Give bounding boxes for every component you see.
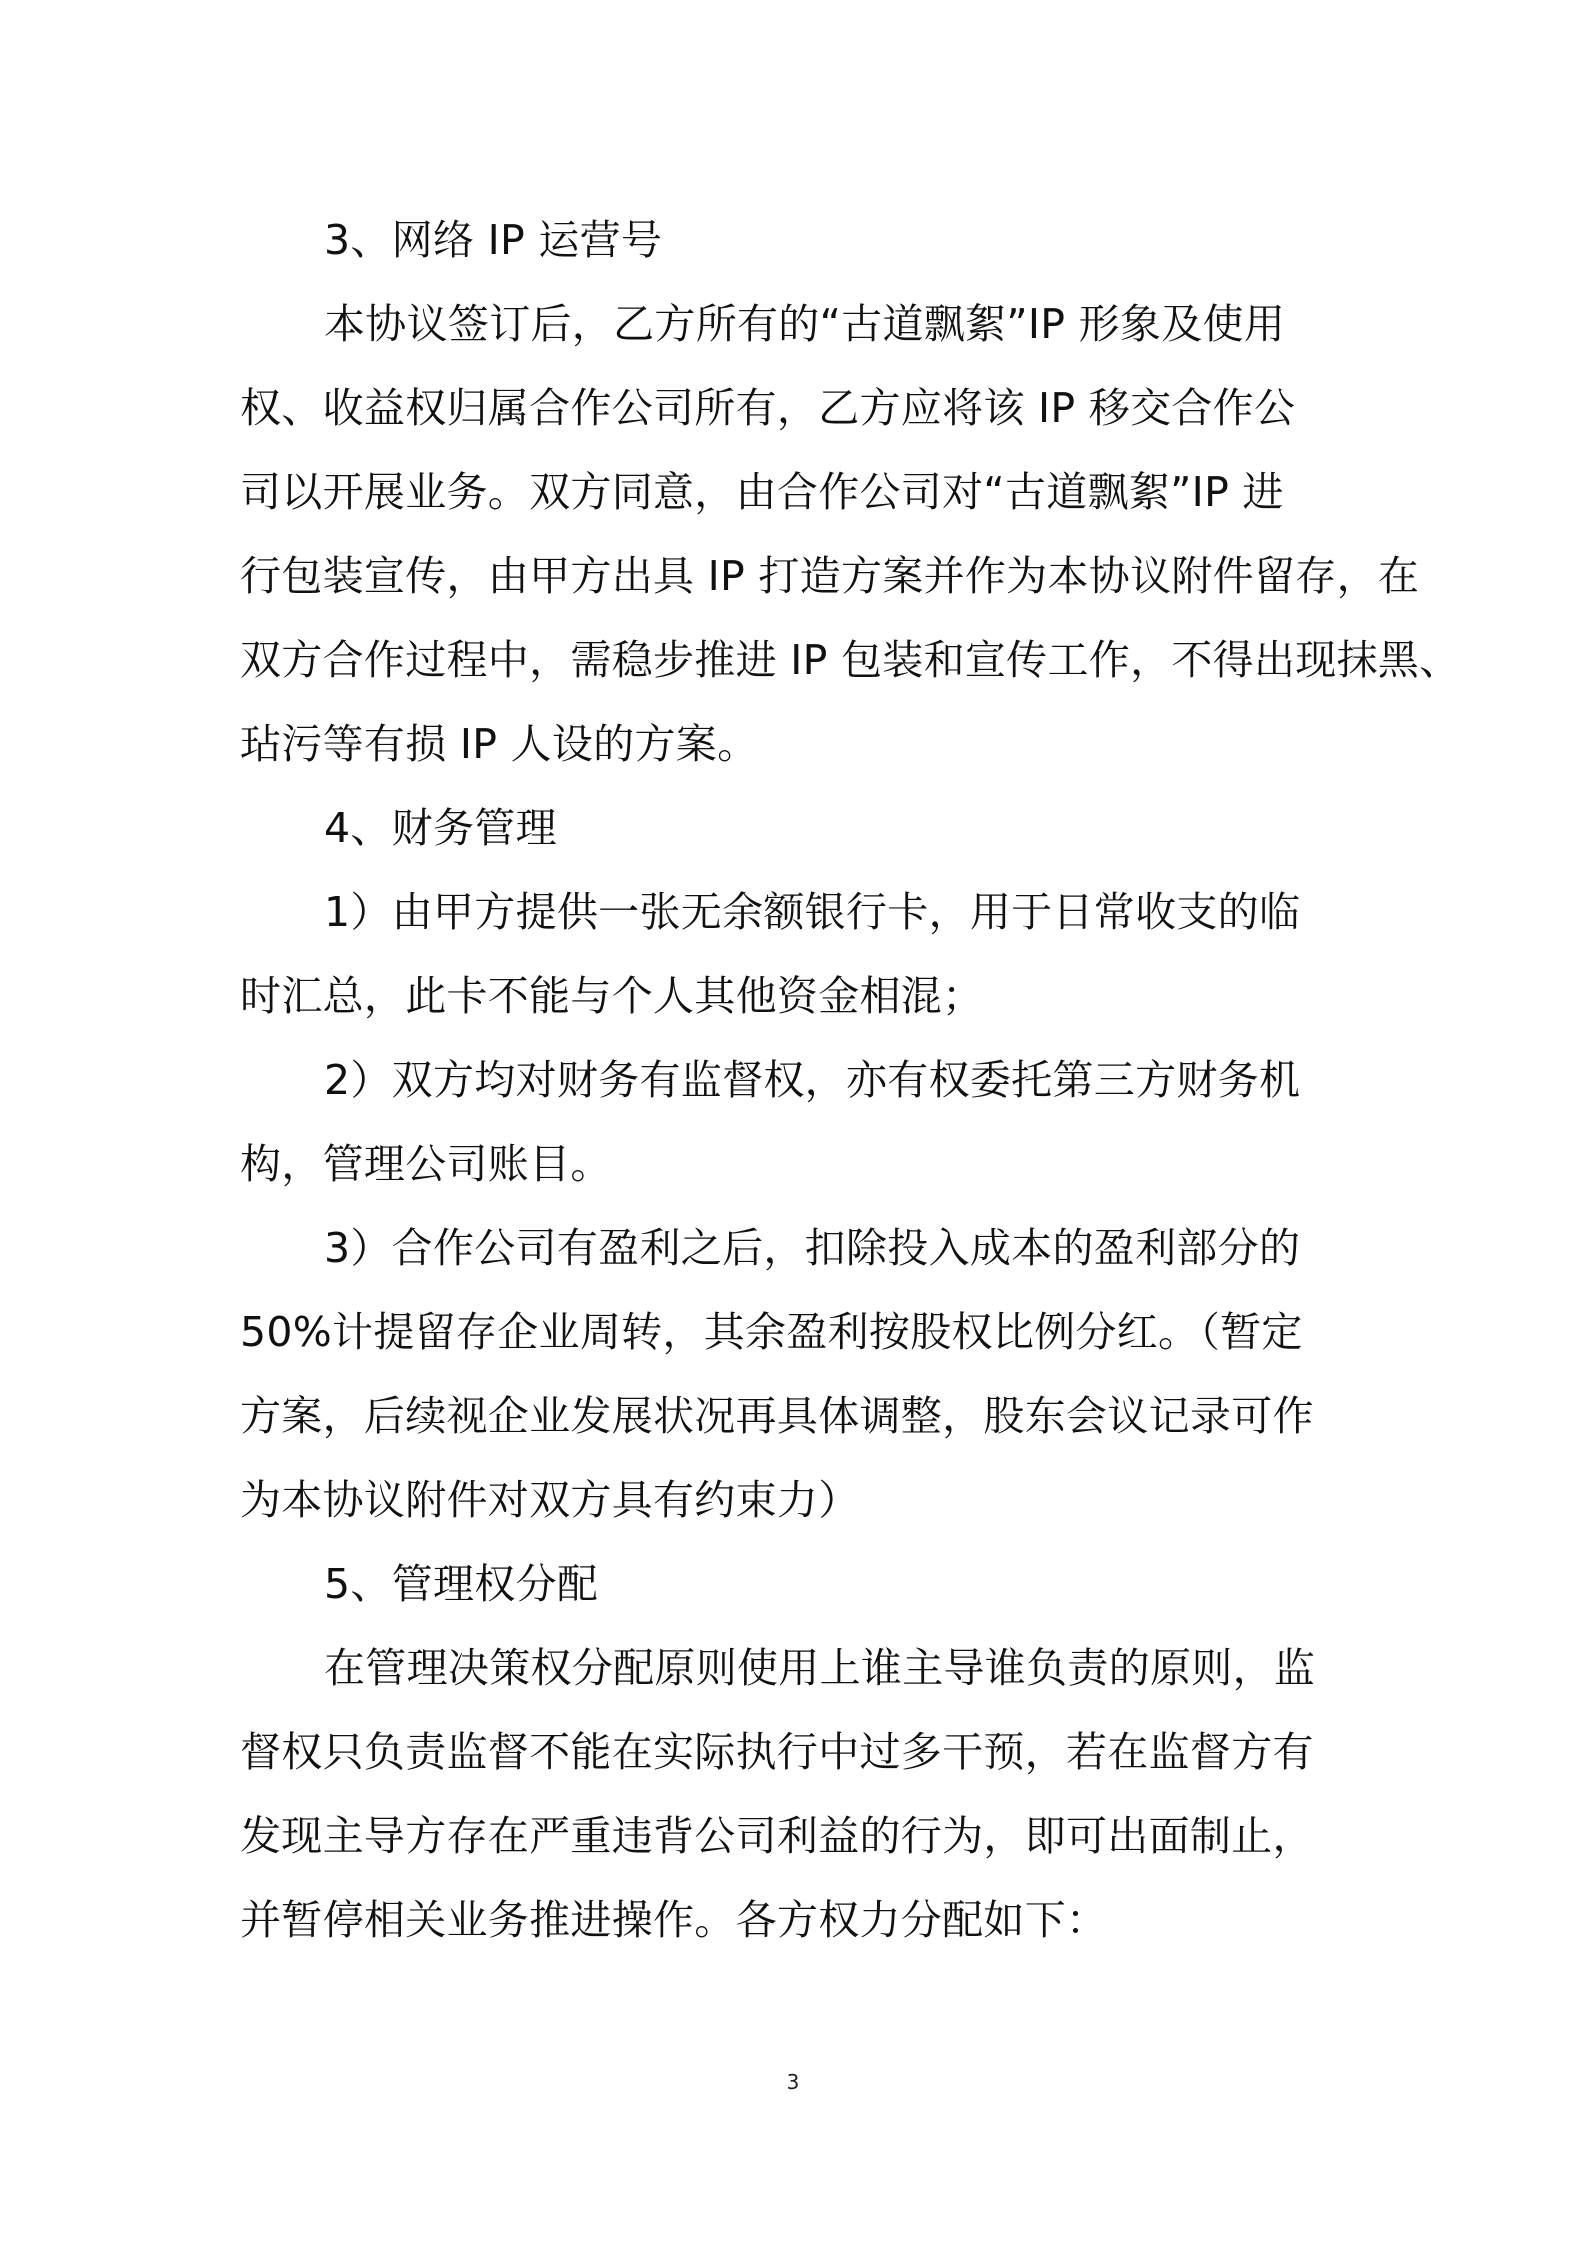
paragraph-line: 时汇总，此卡不能与个人其他资金相混； [240,972,984,1020]
paragraph-line: 1）由甲方提供一张无余额银行卡，用于日常收支的临 [324,888,1301,936]
paragraph-line: 玷污等有损 IP 人设的方案。 [240,720,759,768]
paragraph-line: 5、管理权分配 [324,1560,599,1608]
document-body [240,198,1461,1962]
paragraph-line: 3、网络 IP 运营号 [324,216,663,264]
paragraph-line: 发现主导方存在严重违背公司利益的行为，即可出面制止， [240,1812,1314,1860]
paragraph-line: 在管理决策权分配原则使用上谁主导谁负责的原则，监 [324,1644,1316,1692]
paragraph-line: 本协议签订后，乙方所有的“古道飘絮”IP 形象及使用 [324,300,1286,348]
paragraph-line: 方案，后续视企业发展状况再具体调整，股东会议记录可作 [240,1392,1314,1440]
paragraph-line: 并暂停相关业务推进操作。各方权力分配如下： [240,1896,1108,1944]
paragraph-line: 2）双方均对财务有监督权，亦有权委托第三方财务机 [324,1056,1301,1104]
paragraph-line: 司以开展业务。双方同意，由合作公司对“古道飘絮”IP 进 [240,468,1284,516]
paragraph-line: 4、财务管理 [324,804,557,852]
paragraph-line: 为本协议附件对双方具有约束力） [240,1476,860,1524]
paragraph-line: 督权只负责监督不能在实际执行中过多干预，若在监督方有 [240,1728,1314,1776]
paragraph-line: 权、收益权归属合作公司所有，乙方应将该 IP 移交合作公 [240,384,1296,432]
paragraph-line: 3）合作公司有盈利之后，扣除投入成本的盈利部分的 [324,1224,1301,1272]
paragraph-line: 50%计提留存企业周转，其余盈利按股权比例分红。（暂定 [240,1308,1303,1356]
paragraph-line: 行包装宣传，由甲方出具 IP 打造方案并作为本协议附件留存，在 [240,552,1420,600]
page-number: 3 [786,2070,800,2094]
paragraph-line: 双方合作过程中，需稳步推进 IP 包装和宣传工作，不得出现抹黑、 [240,636,1461,684]
paragraph-line: 构，管理公司账目。 [240,1140,612,1188]
